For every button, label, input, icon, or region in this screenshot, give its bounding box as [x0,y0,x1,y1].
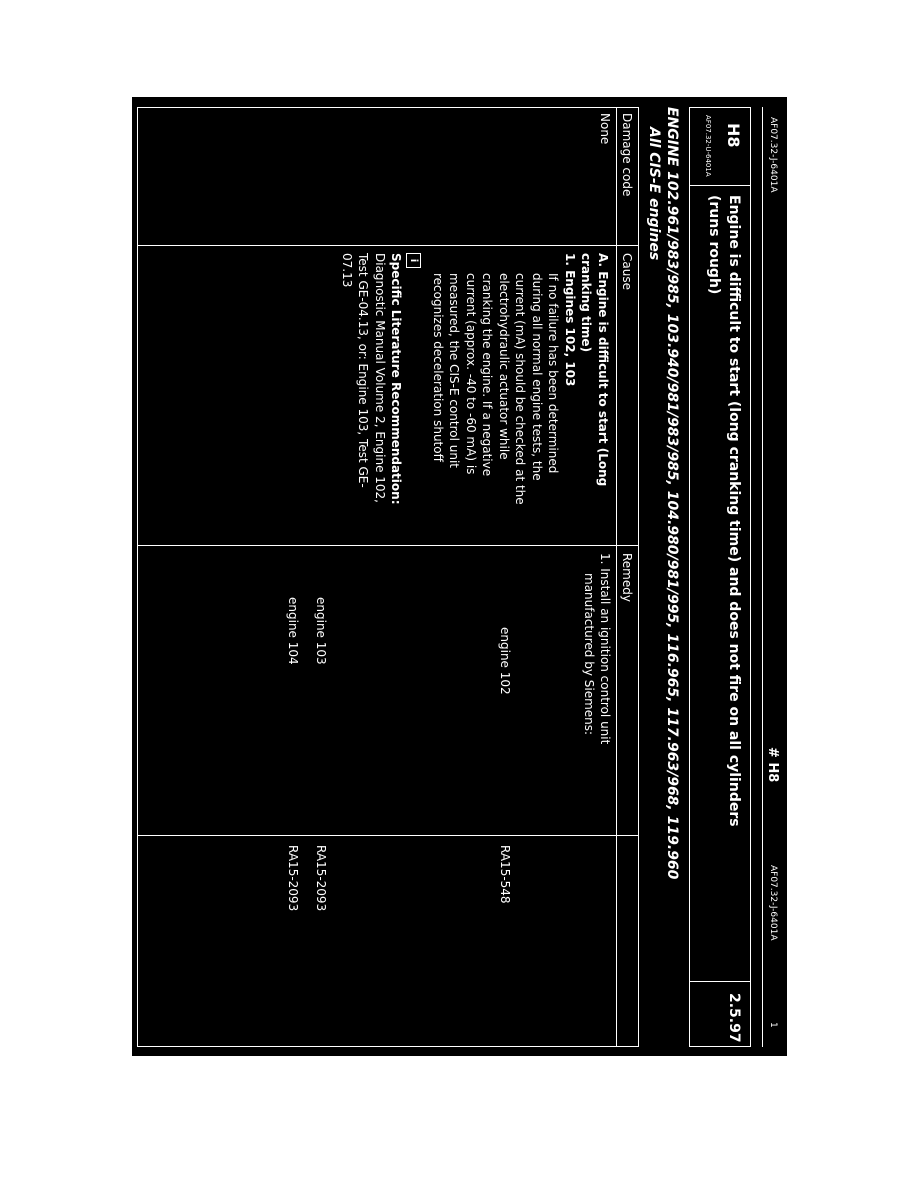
engine-list: ENGINE 102.961/983/985, 103.940/981/983/985, 104.980/981/995, 116.965, 117.963/968, 119.960 [664,107,680,880]
table-header-divider [616,107,617,1047]
col-divider-2 [137,545,639,546]
header-title-line1: Engine is difficult to start (long cranking time) and does not fire on all cylinders [726,195,742,827]
scanned-page [132,97,787,1056]
header-title-line2: (runs rough) [706,195,722,295]
doc-id-right: AF07.32-J-6401A [768,865,778,941]
cause-line: If no failure has been determined [546,273,561,474]
literature-line: Test GE-04.13, or: Engine 103, Test GE- [356,253,371,488]
cause-line: recognizes deceleration shutoff [431,273,445,462]
header-remedy: Remedy [620,553,634,602]
cause-item-1: 1. Engines 102, 103 [563,253,577,387]
cause-line: current (mA) should be checked at the [513,273,528,505]
header-divider-2 [689,981,751,982]
col-divider-3 [137,835,639,836]
cause-a-title-cont: cranking time) [579,253,594,353]
page-number: 1 [768,1022,778,1028]
cause-line: current (approx. -40 to -60 mA) is [464,273,478,475]
header-divider-1 [689,185,751,186]
cause-line: measured, the CIS-E control unit [447,273,462,469]
engine-subtitle: All CIS-E engines [646,127,662,261]
literature-title: Specific Literature Recommendation: [389,253,404,505]
header-damage-code: Damage code [620,113,634,197]
rotated-document [132,97,787,1056]
remedy-line1: 1. Install an ignition control unit [598,553,612,745]
info-icon: i [407,253,422,268]
remedy-engine-104: engine 104 [286,597,300,665]
cause-a-title: A. Engine is difficult to start (Long [596,253,610,487]
remedy-ref-102: RA15-548 [498,845,512,904]
top-divider [762,107,763,1047]
remedy-line2: manufactured by Siemens: [582,573,596,736]
cause-line: cranking the engine. If a negative [480,273,495,477]
diagnosis-table [137,107,639,1047]
doc-id-left: AF07.32-J-6401A [768,117,778,193]
doc-number: # H8 [765,747,780,783]
cause-cell [339,253,612,541]
header-date: 2.5.97 [726,993,742,1043]
damage-code-value: None [598,113,612,145]
header-code-sub: AF07.32-U-6401A [704,115,712,177]
remedy-engine-102: engine 102 [498,627,512,695]
cause-description [430,253,562,541]
header-cause: Cause [620,253,634,290]
remedy-ref-104: RA15-2093 [286,845,300,912]
literature-line: Diagnostic Manual Volume 2, Engine 102, [373,253,387,503]
remedy-ref-103: RA15-2093 [314,845,328,912]
remedy-engine-103: engine 103 [314,597,328,665]
header-code: H8 [724,123,743,148]
cause-line: during all normal engine tests, the [530,273,544,481]
cause-line: electrohydraulic actuator while [497,273,511,460]
literature-line: 07.13 [340,253,354,288]
col-divider-1 [137,245,639,246]
